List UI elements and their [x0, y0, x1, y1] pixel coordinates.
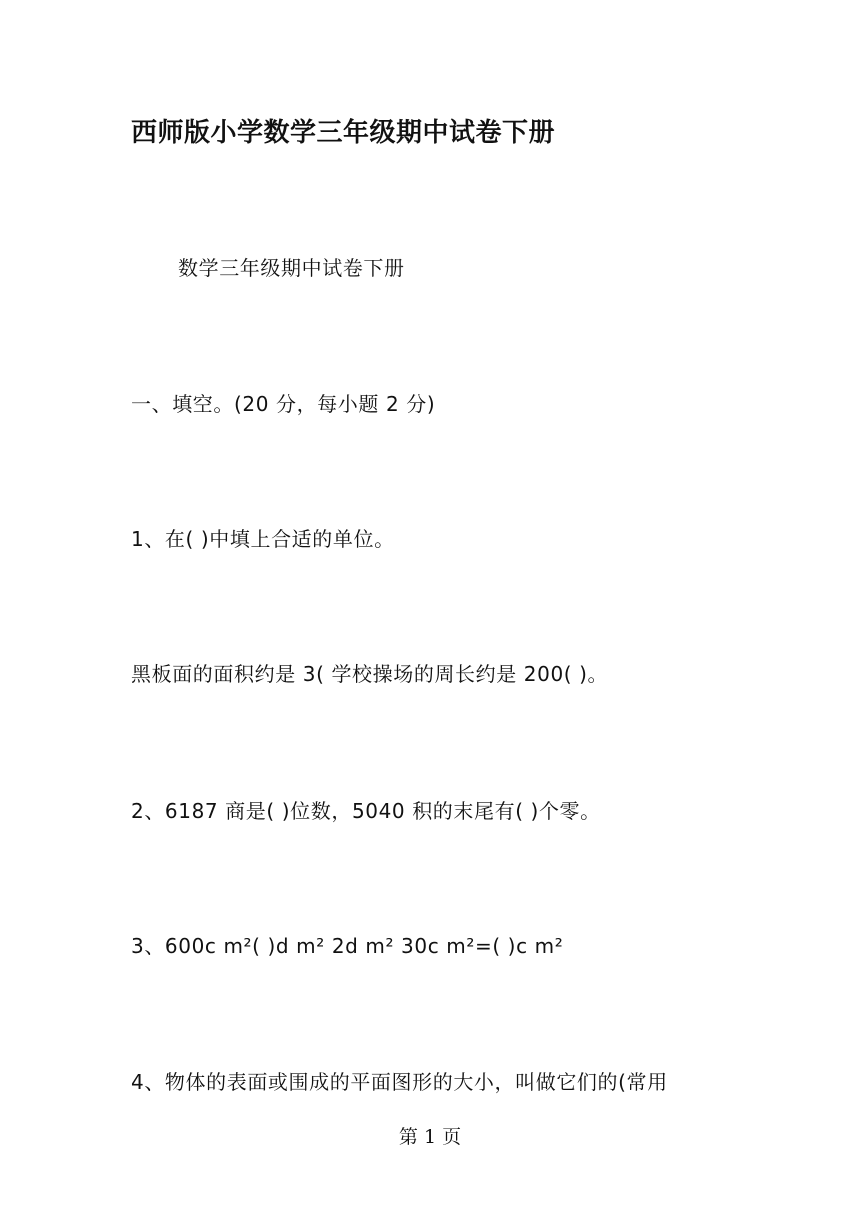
- page-number: 第 1 页: [398, 1126, 462, 1148]
- document-title: 西师版小学数学三年级期中试卷下册: [131, 118, 556, 148]
- document-subtitle: 数学三年级期中试卷下册: [178, 256, 405, 280]
- question-3: 3、600c m²( )d m² 2d m² 30c m²=( )c m²: [131, 934, 564, 958]
- question-1-detail: 黑板面的面积约是 3( 学校操场的周长约是 200( )。: [131, 662, 609, 686]
- question-1: 1、在( )中填上合适的单位。: [131, 527, 395, 551]
- section-heading: 一、填空。(20 分，每小题 2 分): [131, 392, 436, 416]
- question-4: 4、物体的表面或围成的平面图形的大小，叫做它们的(常用: [131, 1070, 668, 1094]
- question-2: 2、6187 商是( )位数，5040 积的末尾有( )个零。: [131, 799, 601, 823]
